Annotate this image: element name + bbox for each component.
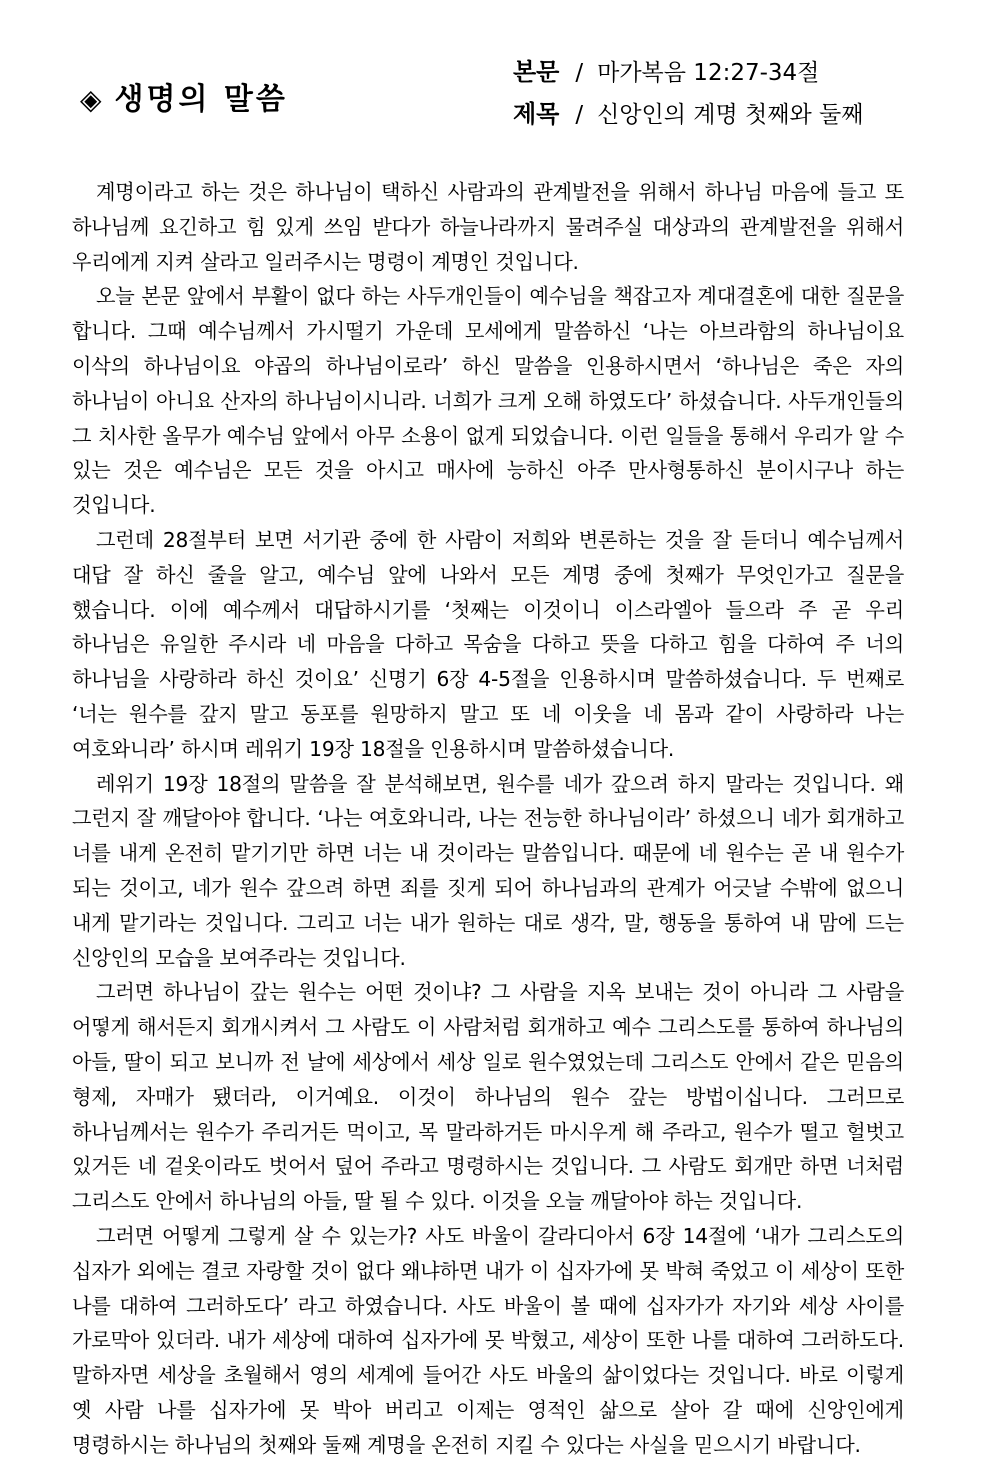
subject-separator: / xyxy=(575,102,584,128)
passage-separator: / xyxy=(575,60,584,86)
paragraph: 그러면 하나님이 갚는 원수는 어떤 것이냐? 그 사람을 지옥 보내는 것이 아니라 그 사람을 어떻게 해서든지 회개시켜서 그 사람도 이 사람처럼 회개하고 예수 그리스도를 통하여 하나님의 아들, 딸이 되고 보니까 전 날에 세상에서 세상 일로 원수였었는데 그리스도 안에서 같은 믿음의 형제, 자매가 됐더라, 이거예요. 이것이 하나님의 원수 갚는 방법이십니다. 그러므로 하나님께서는 원수가 주리거든 먹이고, 목 말라하거든 마시우게 해 주라고, 원수가 떨고 헐벗고 있거든 네 겉옷이라도 벗어서 덮어 주라고 명령하시는 것입니다. 그 사람도 회개만 하면 너처럼 그리스도 안에서 하나님의 아들, 딸 될 수 있다. 이것을 오늘 깨달아야 하는 것입니다. xyxy=(72,980,904,1214)
paragraph: 계명이라고 하는 것은 하나님이 택하신 사람과의 관계발전을 위해서 하나님 마음에 들고 또 하나님께 요긴하고 힘 있게 쓰임 받다가 하늘나라까지 물려주실 대상과의 관계발전을 위해서 우리에게 지켜 살라고 일러주시는 명령이 계명인 것입니다. xyxy=(72,180,904,274)
sermon-body xyxy=(72,175,904,1462)
subject-label: 제목 xyxy=(513,100,560,128)
paragraph: 레위기 19장 18절의 말씀을 잘 분석해보면, 원수를 네가 갚으려 하지 말라는 것입니다. 왜 그런지 잘 깨달아야 합니다. ‘나는 여호와니라, 나는 전능한 하나님이라’ 하셨으니 네가 회개하고 너를 내게 온전히 맡기기만 하면 너는 내 것이라는 말씀입니다. 때문에 네 원수는 곧 내 원수가 되는 것이고, 네가 원수 갚으려 하면 죄를 짓게 되어 하나님과의 관계가 어긋날 수밖에 없으니 내게 맡기라는 것입니다. 그리고 너는 내가 원하는 대로 생각, 말, 행동을 통하여 내 맘에 드는 신앙인의 모습을 보여주라는 것입니다. xyxy=(72,771,904,970)
subject-line xyxy=(513,94,863,129)
section-title-text: 생명의 말씀 xyxy=(114,82,288,117)
diamond-icon: ◈ xyxy=(80,83,105,116)
section-title xyxy=(80,74,288,118)
passage-line xyxy=(513,52,819,87)
paragraph: 그런데 28절부터 보면 서기관 중에 한 사람이 저희와 변론하는 것을 잘 듣더니 예수님께서 대답 잘 하신 줄을 알고, 예수님 앞에 나와서 모든 계명 중에 첫째가 무엇인가고 질문을 했습니다. 이에 예수께서 대답하시기를 ‘첫째는 이것이니 이스라엘아 들으라 주 곧 우리 하나님은 유일한 주시라 네 마음을 다하고 목숨을 다하고 뜻을 다하고 힘을 다하여 주 너의 하나님을 사랑하라 하신 것이요’ 신명기 6장 4-5절을 인용하시며 말씀하셨습니다. 두 번째로 ‘너는 원수를 갚지 말고 동포를 원망하지 말고 또 네 이웃을 네 몸과 같이 사랑하라 나는 여호와니라’ 하시며 레위기 19장 18절을 인용하시며 말씀하셨습니다. xyxy=(72,527,904,761)
passage-value: 마가복음 12:27-34절 xyxy=(597,60,820,86)
paragraph: 오늘 본문 앞에서 부활이 없다 하는 사두개인들이 예수님을 책잡고자 계대결혼에 대한 질문을 합니다. 그때 예수님께서 가시떨기 가운데 모세에게 말씀하신 ‘나는 아브라함의 하나님이요 이삭의 하나님이요 야곱의 하나님이로라’ 하신 말씀을 인용하시면서 ‘하나님은 죽은 자의 하나님이 아니요 산자의 하나님이시니라. 너희가 크게 오해 하였도다’ 하셨습니다. 사두개인들의 그 치사한 올무가 예수님 앞에서 아무 소용이 없게 되었습니다. 이런 일들을 통해서 우리가 알 수 있는 것은 예수님은 모든 것을 아시고 매사에 능하신 아주 만사형통하신 분이시구나 하는 것입니다. xyxy=(72,284,904,518)
paragraph: 그러면 어떻게 그렇게 살 수 있는가? 사도 바울이 갈라디아서 6장 14절에 ‘내가 그리스도의 십자가 외에는 결코 자랑할 것이 없다 왜냐하면 내가 이 십자가에 못 박혀 죽었고 이 세상이 또한 나를 대하여 그러하도다’ 라고 하였습니다. 사도 바울이 볼 때에 십자가가 자기와 세상 사이를 가로막아 있더라. 내가 세상에 대하여 십자가에 못 박혔고, 세상이 또한 나를 대하여 그러하도다. 말하자면 세상을 초월해서 영의 세계에 들어간 사도 바울의 삶이었다는 것입니다. 바로 이렇게 옛 사람 나를 십자가에 못 박아 버리고 이제는 영적인 삶으로 살아 갈 때에 신앙인에게 명령하시는 하나님의 첫째와 둘째 계명을 온전히 지킬 수 있다는 사실을 믿으시기 바랍니다. xyxy=(72,1223,904,1457)
subject-value: 신앙인의 계명 첫째와 둘째 xyxy=(597,102,864,128)
page-header xyxy=(0,0,992,160)
passage-label: 본문 xyxy=(513,58,560,86)
